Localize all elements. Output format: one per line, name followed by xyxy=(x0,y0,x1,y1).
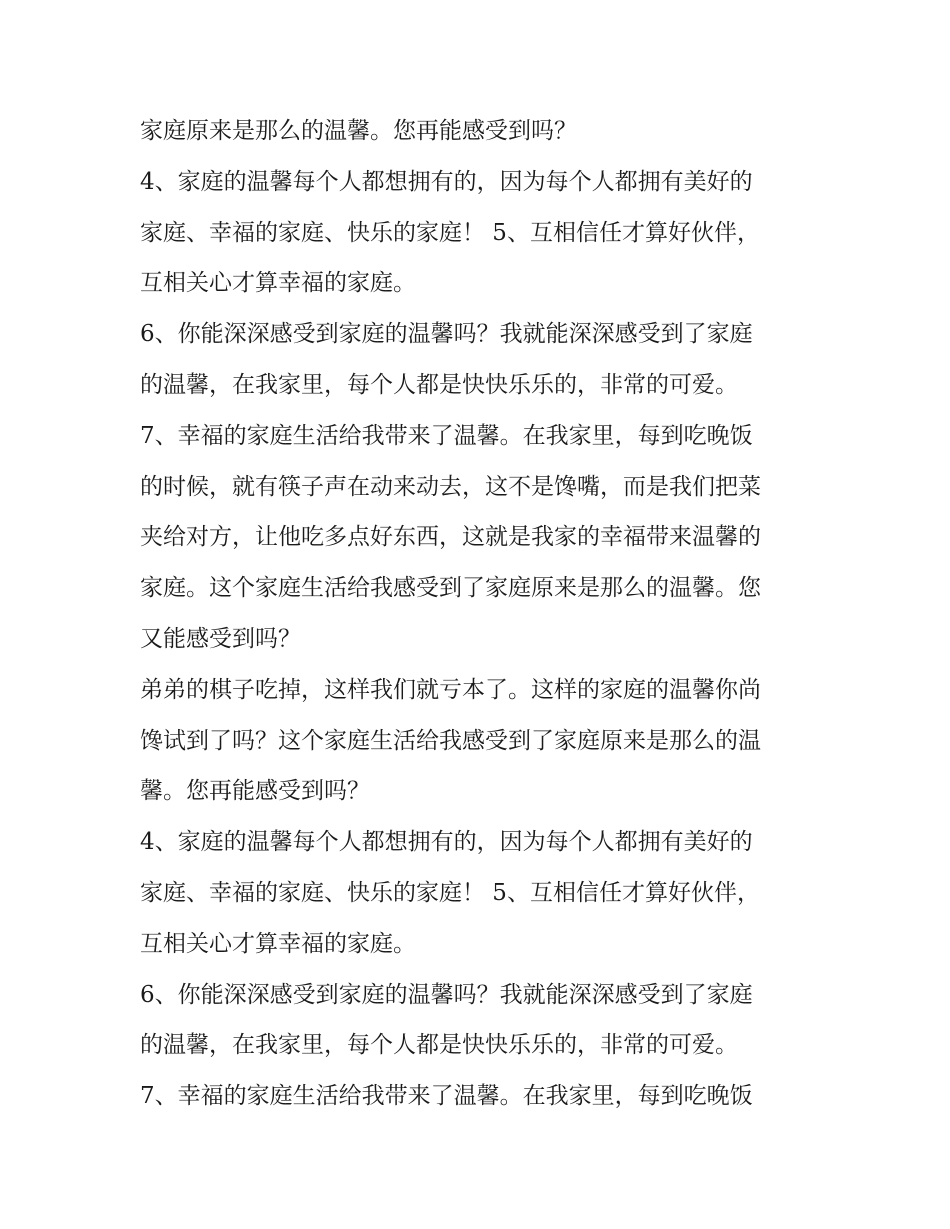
text-line: 互相关心才算幸福的家庭。 xyxy=(140,930,416,957)
text-line: 馨。您再能感受到吗？ xyxy=(140,778,370,805)
text-line: 7、幸福的家庭生活给我带来了温馨。在我家里，每到吃晚饭 xyxy=(140,1083,753,1110)
text-line: 6、你能深深感受到家庭的温馨吗？我就能深深感受到了家庭 xyxy=(140,321,753,348)
text-line: 家庭。这个家庭生活给我感受到了家庭原来是那么的温馨。您 xyxy=(140,575,761,602)
text-line: 的温馨，在我家里，每个人都是快快乐乐的，非常的可爱。 xyxy=(140,1032,738,1059)
text-line: 馋试到了吗？这个家庭生活给我感受到了家庭原来是那么的温 xyxy=(140,727,761,754)
text-line: 家庭原来是那么的温馨。您再能感受到吗？ xyxy=(140,118,577,144)
text-line: 弟弟的棋子吃掉，这样我们就亏本了。这样的家庭的温馨你尚 xyxy=(140,676,761,703)
text-line: 的温馨，在我家里，每个人都是快快乐乐的，非常的可爱。 xyxy=(140,371,738,398)
text-line: 的时候，就有筷子声在动来动去，这不是馋嘴，而是我们把菜 xyxy=(140,473,761,500)
text-line: 夹给对方，让他吃多点好东西，这就是我家的幸福带来温馨的 xyxy=(140,524,761,551)
text-line: 7、幸福的家庭生活给我带来了温馨。在我家里，每到吃晚饭 xyxy=(140,422,753,449)
text-line: 6、你能深深感受到家庭的温馨吗？我就能深深感受到了家庭 xyxy=(140,981,753,1008)
text-line: 又能感受到吗？ xyxy=(140,625,301,652)
body-text xyxy=(140,106,840,1122)
text-line: 家庭、幸福的家庭、快乐的家庭！ 5、互相信任才算好伙伴， xyxy=(140,219,760,246)
text-line: 家庭、幸福的家庭、快乐的家庭！ 5、互相信任才算好伙伴， xyxy=(140,879,760,906)
text-line: 互相关心才算幸福的家庭。 xyxy=(140,270,416,297)
text-line: 4、家庭的温馨每个人都想拥有的，因为每个人都拥有美好的 xyxy=(140,829,753,856)
text-line: 4、家庭的温馨每个人都想拥有的，因为每个人都拥有美好的 xyxy=(140,168,753,195)
